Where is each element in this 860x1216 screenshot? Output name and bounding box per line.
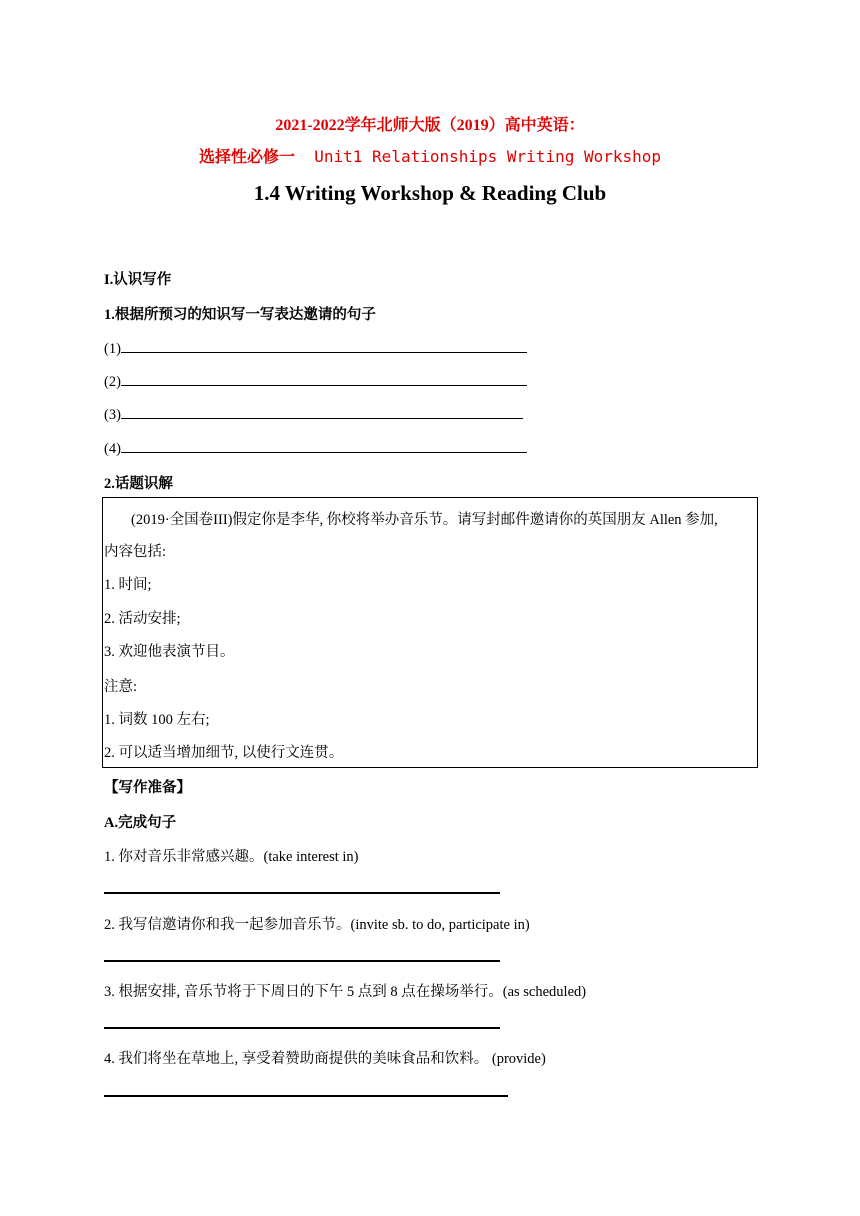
blank-label: (1) bbox=[104, 341, 121, 357]
page-title: 1.4 Writing Workshop & Reading Club bbox=[253, 181, 607, 205]
prompt-intro: (2019·全国卷III)假定你是李华, 你校将举办音乐节。请写封邮件邀请你的英国朋友 Allen 参加, bbox=[131, 512, 718, 528]
header-line-2-en: Unit1 Relationships Writing Workshop bbox=[314, 147, 662, 166]
section-heading: I.认识写作 bbox=[104, 272, 172, 288]
prompt-item: 1. 时间; bbox=[104, 577, 152, 593]
prompt-intro-2: 内容包括: bbox=[104, 544, 167, 560]
prompt-item: 2. 活动安排; bbox=[104, 611, 181, 627]
header-line-2-cn: 选择性必修一 bbox=[198, 149, 295, 166]
prompt-note: 注意: bbox=[104, 679, 138, 695]
answer-blank-1[interactable] bbox=[104, 338, 527, 358]
header-line-2 bbox=[0, 144, 860, 167]
answer-blank-3[interactable] bbox=[104, 404, 523, 424]
prompt-note-item: 2. 可以适当增加细节, 以使行文连贯。 bbox=[104, 745, 344, 761]
prompt-item: 3. 欢迎他表演节目。 bbox=[104, 644, 235, 660]
sentence-2: 2. 我写信邀请你和我一起参加音乐节。(invite sb. to do, participate in) bbox=[104, 917, 530, 933]
prompt-box bbox=[102, 497, 758, 768]
blank-label: (3) bbox=[104, 407, 121, 423]
question-2: 2.话题识解 bbox=[104, 476, 173, 492]
sentence-1: 1. 你对音乐非常感兴趣。(take interest in) bbox=[104, 849, 359, 865]
sentence-answer-line-4[interactable] bbox=[104, 1095, 508, 1097]
prep-heading: 【写作准备】 bbox=[104, 780, 191, 796]
blank-rule bbox=[121, 438, 527, 453]
prompt-note-item: 1. 词数 100 左右; bbox=[104, 712, 210, 728]
sentence-4: 4. 我们将坐在草地上, 享受着赞助商提供的美味食品和饮料。 (provide) bbox=[104, 1051, 546, 1067]
blank-label: (2) bbox=[104, 374, 121, 390]
blank-rule bbox=[121, 371, 527, 386]
sentence-answer-line-1[interactable] bbox=[104, 892, 500, 894]
answer-blank-4[interactable] bbox=[104, 438, 527, 458]
sentence-3: 3. 根据安排, 音乐节将于下周日的下午 5 点到 8 点在操场举行。(as scheduled) bbox=[104, 984, 587, 1000]
blank-rule bbox=[121, 338, 527, 353]
question-1: 1.根据所预习的知识写一写表达邀请的句子 bbox=[104, 307, 376, 323]
prep-subheading: A.完成句子 bbox=[104, 815, 177, 831]
answer-blank-2[interactable] bbox=[104, 371, 527, 391]
sentence-answer-line-2[interactable] bbox=[104, 960, 500, 962]
blank-rule bbox=[121, 404, 523, 419]
sentence-answer-line-3[interactable] bbox=[104, 1027, 500, 1029]
blank-label: (4) bbox=[104, 441, 121, 457]
header-line-1: 2021-2022学年北师大版（2019）高中英语： bbox=[275, 117, 585, 134]
